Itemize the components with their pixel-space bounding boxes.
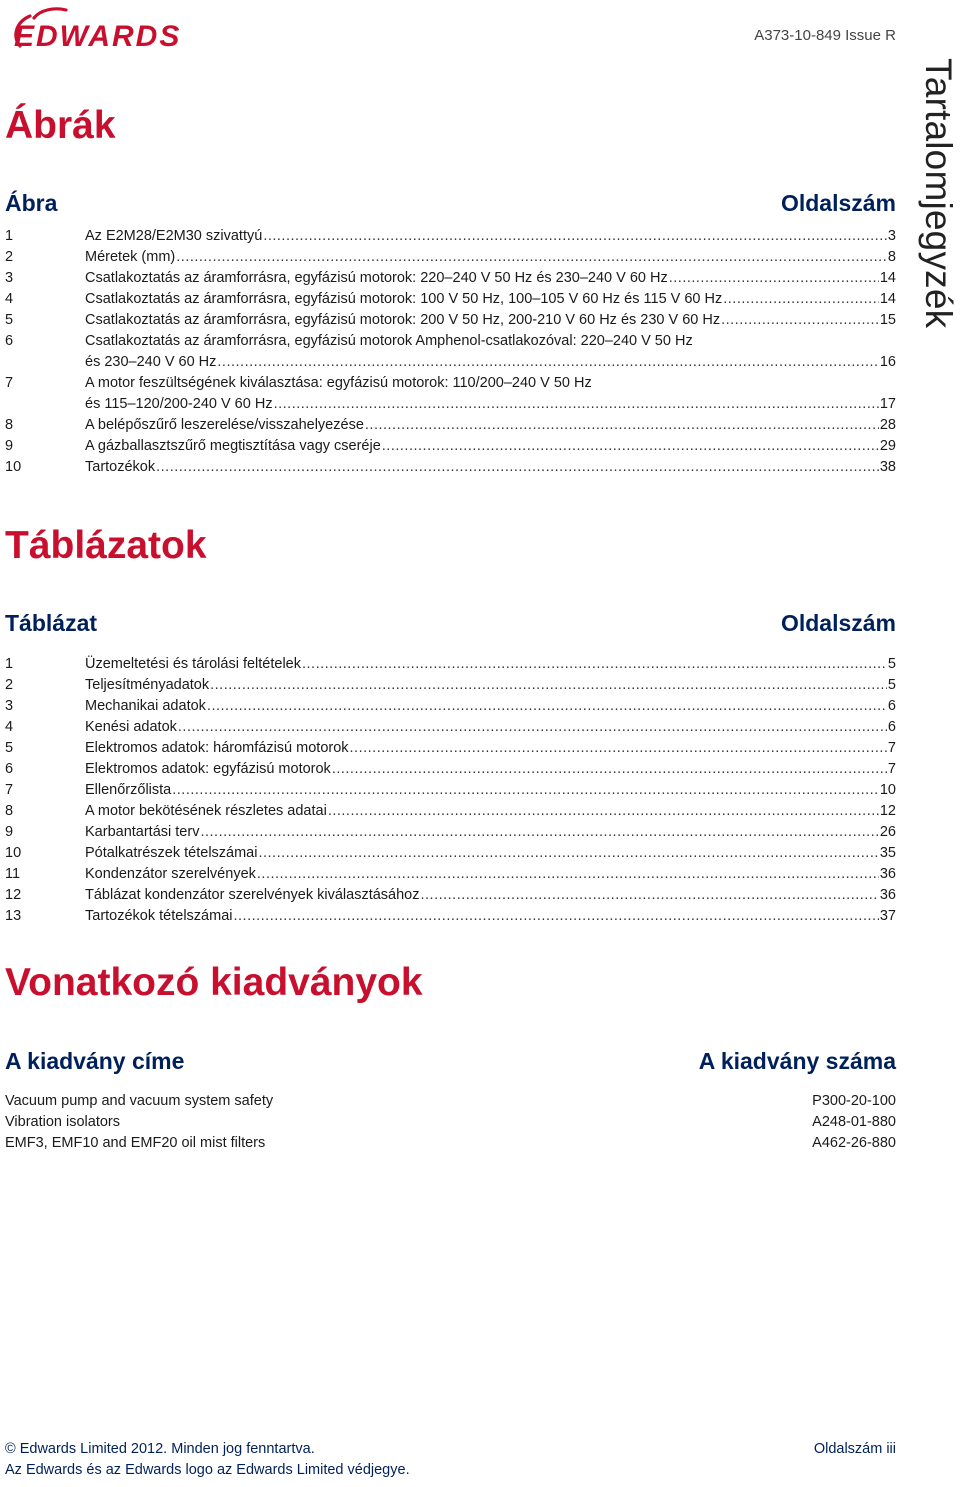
page-number-label: Oldalszám iii: [813, 1441, 896, 1457]
publications-heading: Vonatkozó kiadványok: [5, 961, 423, 1004]
toc-entry-title: Teljesítményadatok: [85, 677, 210, 693]
page-footer: [5, 1439, 896, 1481]
toc-entry-page: 38: [879, 459, 896, 475]
toc-entry-line: [85, 289, 896, 310]
document-id: A373-10-849 Issue R: [754, 27, 896, 44]
toc-entry-number: 3: [5, 698, 14, 714]
toc-row: [5, 822, 896, 843]
toc-entry-line: [85, 885, 896, 906]
toc-entry-page: 37: [879, 908, 896, 924]
toc-row: [5, 843, 896, 864]
toc-entry-body: [85, 331, 896, 373]
dot-leader: [172, 780, 879, 801]
toc-entry-body: [85, 759, 896, 780]
toc-entry-number: 6: [5, 333, 14, 349]
toc-row: [5, 717, 896, 738]
toc-entry-number: 4: [5, 291, 14, 307]
toc-entry-title: Pótalkatrészek tételszámai: [85, 845, 258, 861]
toc-row: [5, 331, 896, 373]
dot-leader: [723, 289, 879, 310]
toc-entry-page: 6: [887, 698, 896, 714]
toc-entry-page: 16: [879, 354, 896, 370]
side-title-contents: Tartalomjegyzék: [918, 58, 959, 329]
figures-heading: Ábrák: [5, 104, 116, 147]
toc-entry-title: Karbantartási terv: [85, 824, 200, 840]
figures-list: [5, 226, 896, 478]
toc-entry-page: 7: [887, 740, 896, 756]
toc-entry-number: 11: [5, 866, 21, 882]
toc-entry-number: 8: [5, 803, 14, 819]
toc-entry-page: 14: [879, 270, 896, 286]
toc-entry-line: [85, 801, 896, 822]
toc-entry-number: 9: [5, 824, 14, 840]
toc-entry-body: [85, 654, 896, 675]
toc-entry-number: 7: [5, 375, 14, 391]
dot-leader: [257, 864, 879, 885]
toc-entry-line: [85, 906, 896, 927]
toc-row: [5, 864, 896, 885]
toc-entry-body: [85, 289, 896, 310]
page-column-label: Oldalszám: [780, 190, 896, 216]
toc-entry-page: 12: [879, 803, 896, 819]
toc-entry-title: Az E2M28/E2M30 szivattyú: [85, 228, 263, 244]
toc-row: [5, 268, 896, 289]
toc-entry-number: 3: [5, 270, 14, 286]
toc-entry-number: 10: [5, 459, 22, 475]
toc-entry-line: [85, 457, 896, 478]
publications-section: [5, 961, 896, 1154]
toc-entry-title: Csatlakoztatás az áramforrásra, egyfázisú motorok: 200 V 50 Hz, 200-210 V 60 Hz és 230 V 60 Hz: [85, 312, 721, 328]
toc-row: [5, 696, 896, 717]
dot-leader: [302, 654, 887, 675]
svg-text:EDWARDS: EDWARDS: [14, 20, 182, 50]
toc-entry-body: [85, 310, 896, 331]
toc-entry-title-line: Csatlakoztatás az áramforrásra, egyfázisú motorok Amphenol-csatlakozóval: 220–240 V 50 Hz: [85, 333, 693, 349]
toc-entry-page: 15: [879, 312, 896, 328]
toc-entry-number: 7: [5, 782, 14, 798]
toc-entry-page: 35: [879, 845, 896, 861]
figures-section: [5, 104, 896, 478]
toc-entry-page: 26: [879, 824, 896, 840]
toc-entry-title-line: A motor feszültségének kiválasztása: egyfázisú motorok: 110/200–240 V 50 Hz: [85, 375, 592, 391]
toc-entry-title: Ellenőrzőlista: [85, 782, 172, 798]
toc-entry-line: [85, 717, 896, 738]
dot-leader: [217, 352, 878, 373]
toc-entry-number: 13: [5, 908, 22, 924]
toc-row: [5, 289, 896, 310]
tables-section: [5, 524, 896, 927]
toc-row: [5, 738, 896, 759]
toc-entry-body: [85, 885, 896, 906]
toc-entry-body: [85, 457, 896, 478]
toc-entry-number: 2: [5, 249, 14, 265]
toc-entry-title: A belépőszűrő leszerelése/visszahelyezése: [85, 417, 364, 433]
publications-list: [5, 1091, 896, 1154]
publication-title-column-label: A kiadvány címe: [5, 1048, 185, 1074]
toc-entry-line: [85, 822, 896, 843]
toc-entry-page: 36: [879, 887, 896, 903]
dot-leader: [274, 394, 879, 415]
dot-leader: [156, 457, 879, 478]
toc-row: [5, 801, 896, 822]
toc-entry-number: 9: [5, 438, 14, 454]
figure-column-label: Ábra: [5, 190, 58, 216]
toc-entry-body: [85, 696, 896, 717]
toc-entry-body: [85, 717, 896, 738]
dot-leader: [420, 885, 878, 906]
publication-number: A248-01-880: [812, 1114, 896, 1130]
toc-entry-body: [85, 738, 896, 759]
toc-entry-title: Elektromos adatok: egyfázisú motorok: [85, 761, 331, 777]
toc-entry-page: 3: [887, 228, 896, 244]
toc-row: [5, 906, 896, 927]
toc-entry-number: 5: [5, 312, 14, 328]
dot-leader: [332, 759, 887, 780]
toc-entry-number: 6: [5, 761, 14, 777]
toc-row: [5, 675, 896, 696]
dot-leader: [200, 822, 878, 843]
toc-row: [5, 247, 896, 268]
dot-leader: [233, 906, 878, 927]
toc-entry-page: 7: [887, 761, 896, 777]
tables-column-header: [5, 609, 896, 637]
publication-row: [5, 1091, 896, 1112]
toc-entry-title: Kondenzátor szerelvények: [85, 866, 256, 882]
toc-entry-line: [85, 843, 896, 864]
toc-entry-number: 5: [5, 740, 14, 756]
toc-entry-line: [85, 696, 896, 717]
publication-number: A462-26-880: [812, 1135, 896, 1151]
dot-leader: [210, 675, 887, 696]
publication-title: Vibration isolators: [5, 1114, 120, 1130]
toc-entry-line: [85, 780, 896, 801]
publications-column-header: [5, 1047, 896, 1075]
dot-leader: [328, 801, 879, 822]
table-column-label: Táblázat: [5, 610, 98, 636]
publication-number: P300-20-100: [812, 1093, 896, 1109]
dot-leader: [258, 843, 878, 864]
toc-entry-title: Elektromos adatok: háromfázisú motorok: [85, 740, 349, 756]
toc-entry-page: 8: [887, 249, 896, 265]
toc-entry-title: Tartozékok tételszámai: [85, 908, 233, 924]
toc-row: [5, 780, 896, 801]
dot-leader: [669, 268, 879, 289]
dot-leader: [178, 717, 887, 738]
toc-entry-number: 1: [5, 656, 14, 672]
toc-entry-page: 10: [879, 782, 896, 798]
toc-row: [5, 885, 896, 906]
publication-title: EMF3, EMF10 and EMF20 oil mist filters: [5, 1135, 266, 1151]
publication-title: Vacuum pump and vacuum system safety: [5, 1093, 274, 1109]
toc-entry-number: 8: [5, 417, 14, 433]
toc-entry-body: [85, 373, 896, 415]
toc-entry-page: 29: [879, 438, 896, 454]
toc-entry-number: 4: [5, 719, 14, 735]
toc-entry-title: Kenési adatok: [85, 719, 177, 735]
toc-entry-body: [85, 906, 896, 927]
toc-entry-title: Táblázat kondenzátor szerelvények kiválasztásához: [85, 887, 420, 903]
toc-entry-body: [85, 843, 896, 864]
toc-entry-line: [85, 268, 896, 289]
toc-entry-line: [85, 352, 896, 373]
dot-leader: [721, 310, 879, 331]
toc-entry-line: [85, 436, 896, 457]
toc-entry-line: [85, 415, 896, 436]
dot-leader: [365, 415, 879, 436]
toc-entry-line: [85, 738, 896, 759]
toc-entry-number: 10: [5, 845, 22, 861]
toc-entry-line: [85, 226, 896, 247]
toc-entry-title: Méretek (mm): [85, 249, 176, 265]
toc-entry-title: Üzemeltetési és tárolási feltételek: [85, 656, 301, 672]
trademark-notice: Az Edwards és az Edwards logo az Edwards Limited védjegye.: [5, 1462, 410, 1478]
dot-leader: [382, 436, 879, 457]
dot-leader: [176, 247, 887, 268]
toc-entry-line: [85, 864, 896, 885]
toc-entry-body: [85, 675, 896, 696]
toc-entry-body: [85, 415, 896, 436]
toc-entry-page: 28: [879, 417, 896, 433]
toc-entry-page: 5: [887, 656, 896, 672]
toc-row: [5, 654, 896, 675]
toc-entry-page: 6: [887, 719, 896, 735]
edwards-logo: [4, 4, 254, 50]
toc-entry-line: [85, 675, 896, 696]
page-column-label: Oldalszám: [780, 610, 896, 636]
toc-entry-number: 1: [5, 228, 14, 244]
toc-row: [5, 436, 896, 457]
toc-entry-body: [85, 268, 896, 289]
toc-entry-body: [85, 247, 896, 268]
toc-entry-title: A gázballasztszűrő megtisztítása vagy cseréje: [85, 438, 381, 454]
dot-leader: [207, 696, 887, 717]
toc-entry-line: [85, 654, 896, 675]
tables-list: [5, 654, 896, 927]
toc-entry-title: Csatlakoztatás az áramforrásra, egyfázisú motorok: 220–240 V 50 Hz és 230–240 V 60 Hz: [85, 270, 668, 286]
toc-entry-body: [85, 436, 896, 457]
toc-entry-number: 12: [5, 887, 22, 903]
toc-entry-body: [85, 801, 896, 822]
copyright-notice: © Edwards Limited 2012. Minden jog fenntartva.: [5, 1441, 315, 1457]
dot-leader: [263, 226, 887, 247]
toc-row: [5, 373, 896, 415]
publication-number-column-label: A kiadvány száma: [698, 1048, 896, 1074]
toc-entry-line: [85, 759, 896, 780]
publication-row: [5, 1133, 896, 1154]
toc-entry-page: 5: [887, 677, 896, 693]
toc-row: [5, 415, 896, 436]
toc-entry-title: és 230–240 V 60 Hz: [85, 354, 217, 370]
toc-row: [5, 759, 896, 780]
toc-entry-line: [85, 394, 896, 415]
toc-entry-number: 2: [5, 677, 14, 693]
dot-leader: [350, 738, 887, 759]
toc-entry-title: és 115–120/200-240 V 60 Hz: [85, 396, 273, 412]
toc-entry-title: Mechanikai adatok: [85, 698, 206, 714]
toc-entry-body: [85, 822, 896, 843]
toc-entry-page: 36: [879, 866, 896, 882]
toc-entry-title: A motor bekötésének részletes adatai: [85, 803, 327, 819]
toc-entry-title: Csatlakoztatás az áramforrásra, egyfázisú motorok: 100 V 50 Hz, 100–105 V 60 Hz és 115 V 60 Hz: [85, 291, 723, 307]
toc-entry-line: [85, 310, 896, 331]
toc-entry-page: 14: [879, 291, 896, 307]
toc-entry-line: [85, 247, 896, 268]
figures-column-header: [5, 189, 896, 217]
toc-entry-title: Tartozékok: [85, 459, 156, 475]
toc-row: [5, 226, 896, 247]
tables-heading: Táblázatok: [5, 524, 207, 567]
toc-entry-body: [85, 780, 896, 801]
toc-entry-body: [85, 226, 896, 247]
publication-row: [5, 1112, 896, 1133]
toc-entry-body: [85, 864, 896, 885]
toc-row: [5, 457, 896, 478]
toc-entry-page: 17: [879, 396, 896, 412]
toc-row: [5, 310, 896, 331]
